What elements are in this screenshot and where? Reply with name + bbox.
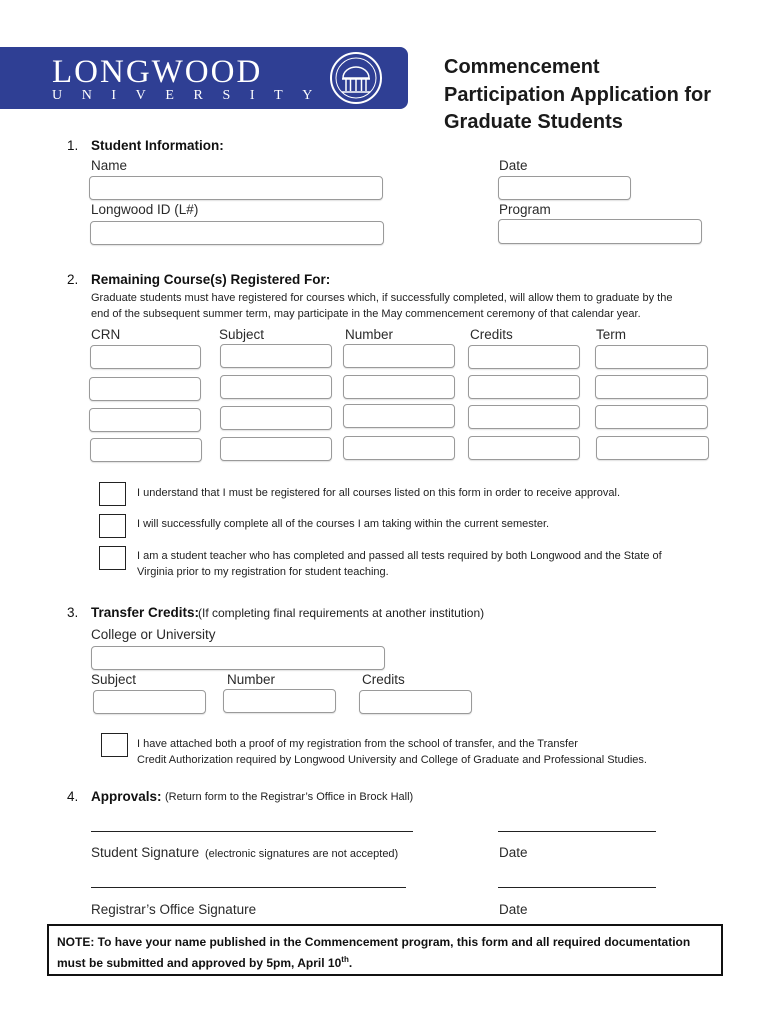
program-field[interactable] (498, 219, 702, 244)
course-term-field[interactable] (596, 436, 709, 460)
section4-number: 4. (67, 789, 79, 804)
student-teacher-text-line1: I am a student teacher who has completed and passed all tests required by both Longwood and the State of (137, 550, 662, 562)
col-header-number: Number (345, 327, 394, 342)
name-label: Name (91, 158, 128, 173)
transfer-proof-text-line2: Credit Authorization required by Longwood University and College of Graduate and Professional Studies. (137, 754, 647, 766)
course-credits-field[interactable] (468, 405, 580, 429)
logo-wordmark: LONGWOOD (52, 54, 263, 90)
section3-heading: Transfer Credits: (91, 605, 200, 620)
transfer-credits-field[interactable] (359, 690, 472, 714)
college-label: College or University (91, 627, 216, 642)
registration-ack-checkbox[interactable] (99, 482, 126, 506)
note-line-2-end: . (348, 956, 353, 970)
date-label: Date (499, 158, 528, 173)
student-teacher-checkbox[interactable] (99, 546, 126, 570)
course-term-field[interactable] (595, 345, 708, 369)
course-crn-field[interactable] (90, 345, 201, 369)
note-line-2 (57, 951, 713, 972)
transfer-subject-label: Subject (91, 672, 137, 687)
course-number-field[interactable] (343, 436, 455, 460)
section1-number: 1. (67, 138, 79, 153)
section2-number: 2. (67, 272, 79, 287)
transfer-subject-field[interactable] (93, 690, 206, 714)
title-line-2: Participation Application for (444, 83, 712, 106)
course-credits-field[interactable] (468, 436, 580, 460)
transfer-number-field[interactable] (223, 689, 336, 713)
col-header-term: Term (596, 327, 626, 342)
note-line-2-text: must be submitted and approved by 5pm, April 10 (57, 956, 342, 970)
student-teacher-text-line2: Virginia prior to my registration for student teaching. (137, 566, 389, 578)
col-header-credits: Credits (470, 327, 513, 342)
section2-desc-line1: Graduate students must have registered for courses which, if successfully completed, will allow them to graduate by the (91, 292, 673, 304)
section3-heading-note: (If completing final requirements at another institution) (198, 606, 485, 620)
completion-ack-text: I will successfully complete all of the courses I am taking within the current semester. (137, 518, 550, 530)
registrar-signature-line[interactable] (91, 887, 406, 888)
course-subject-field[interactable] (220, 406, 332, 430)
note-line-1: NOTE: To have your name published in the Commencement program, this form and all required documentation (57, 935, 691, 949)
note-ordinal-suffix: th (341, 955, 349, 964)
student-date-label: Date (499, 845, 528, 860)
name-field[interactable] (89, 176, 383, 200)
university-seal-icon (329, 51, 383, 105)
student-signature-line[interactable] (91, 831, 413, 832)
section1-heading: Student Information: (91, 138, 224, 153)
course-term-field[interactable] (595, 375, 708, 399)
section4-heading-note: (Return form to the Registrar’s Office in Brock Hall) (165, 791, 414, 803)
date-field[interactable] (498, 176, 631, 200)
section3-number: 3. (67, 605, 79, 620)
program-label: Program (499, 202, 551, 217)
course-crn-field[interactable] (90, 438, 202, 462)
title-line-1: Commencement (444, 56, 600, 78)
form-title (444, 54, 764, 137)
transfer-proof-checkbox[interactable] (101, 733, 128, 757)
course-credits-field[interactable] (468, 375, 580, 399)
col-header-subject: Subject (219, 327, 265, 342)
registrar-signature-label: Registrar’s Office Signature (91, 902, 257, 917)
longwood-id-field[interactable] (90, 221, 384, 245)
course-crn-field[interactable] (89, 377, 201, 401)
deadline-note (47, 924, 723, 976)
course-term-field[interactable] (595, 405, 708, 429)
course-crn-field[interactable] (89, 408, 201, 432)
transfer-number-label: Number (227, 672, 276, 687)
student-signature-note: (electronic signatures are not accepted) (205, 848, 399, 860)
section2-heading: Remaining Course(s) Registered For: (91, 272, 331, 287)
section2-desc-line2: end of the subsequent summer term, may participate in the May commencement ceremony of that calendar year. (91, 308, 641, 320)
course-credits-field[interactable] (468, 345, 580, 369)
course-subject-field[interactable] (220, 437, 332, 461)
course-subject-field[interactable] (220, 375, 332, 399)
course-number-field[interactable] (343, 344, 455, 368)
course-subject-field[interactable] (220, 344, 332, 368)
course-number-field[interactable] (343, 375, 455, 399)
student-signature-label: Student Signature (91, 845, 200, 860)
logo-subtitle: UNIVERSITY (52, 88, 332, 103)
course-number-field[interactable] (343, 404, 455, 428)
student-date-line[interactable] (498, 831, 656, 832)
college-field[interactable] (91, 646, 385, 670)
completion-ack-checkbox[interactable] (99, 514, 126, 538)
title-line-3: Graduate Students (444, 111, 623, 133)
registrar-date-line[interactable] (498, 887, 656, 888)
section4-heading: Approvals: (91, 789, 162, 804)
transfer-credits-label: Credits (362, 672, 405, 687)
col-header-crn: CRN (91, 327, 121, 342)
registrar-date-label: Date (499, 902, 528, 917)
registration-ack-text: I understand that I must be registered for all courses listed on this form in order to receive approval. (137, 487, 621, 499)
transfer-proof-text-line1: I have attached both a proof of my registration from the school of transfer, and the Transfer (137, 738, 578, 750)
longwood-id-label: Longwood ID (L#) (91, 202, 199, 217)
